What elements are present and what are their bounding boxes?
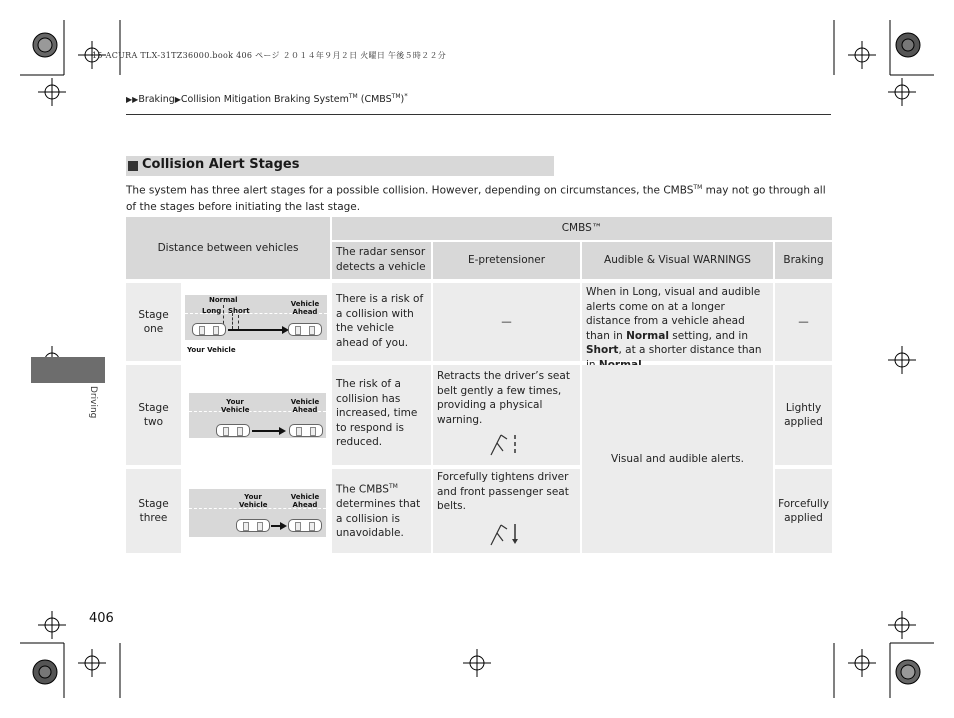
trademark: TM bbox=[693, 184, 703, 191]
print-info-line: 15 ACURA TLX-31TZ36000.book 406 ページ ２０１４年９月２日 火曜日 午後５時２２分 bbox=[92, 51, 447, 60]
stage-one-radar: There is a risk of a collision with the vehicle ahead of you. bbox=[332, 283, 431, 361]
warnings-merged: Visual and audible alerts. bbox=[582, 365, 773, 553]
breadcrumb-end: ) bbox=[400, 94, 405, 106]
chapter-tab-label: Driving bbox=[88, 386, 98, 419]
arrow-icon bbox=[279, 427, 286, 435]
radar-text-cont: determines that a collision is unavoidable. bbox=[336, 498, 421, 539]
your-vehicle-icon bbox=[216, 424, 250, 437]
trademark: TM bbox=[348, 93, 358, 100]
label-your-vehicle: Your Vehicle bbox=[239, 493, 268, 509]
breadcrumb-arrow-icon: ▶▶ bbox=[126, 95, 139, 105]
breadcrumb-suffix: (CMBS bbox=[357, 94, 392, 106]
your-vehicle-icon bbox=[192, 323, 226, 336]
stage-one-pretensioner: — bbox=[433, 283, 580, 361]
col-warnings: Audible & Visual WARNINGS bbox=[582, 242, 773, 279]
warning-text: setting, and in bbox=[668, 329, 748, 342]
stage-three-braking: Forcefully applied bbox=[775, 469, 832, 553]
trademark: TM bbox=[391, 93, 401, 100]
label-vehicle-ahead: Vehicle Ahead bbox=[290, 300, 320, 316]
vehicle-ahead-icon bbox=[288, 519, 322, 532]
stage-two-pretensioner bbox=[433, 365, 580, 465]
arrow-icon bbox=[280, 522, 287, 530]
section-header bbox=[126, 156, 554, 176]
stage-three-pretensioner bbox=[433, 469, 580, 553]
distance-marker bbox=[238, 315, 239, 329]
stage-two-radar: The risk of a collision has increased, time to respond is reduced. bbox=[332, 365, 431, 465]
intro-text: The system has three alert stages for a possible collision. However, depending on circumstances, the CMBS bbox=[126, 184, 694, 197]
your-vehicle-icon bbox=[236, 519, 270, 532]
breadcrumb-arrow-icon: ▶ bbox=[174, 95, 181, 105]
breadcrumb bbox=[126, 92, 408, 105]
page-number: 406 bbox=[89, 611, 114, 626]
intro-paragraph bbox=[126, 180, 834, 215]
warning-text: When in Long, visual and audible alerts come on at a longer distance from a vehicle ahead than in bbox=[586, 286, 761, 342]
stage-two-figure-cell bbox=[182, 365, 330, 465]
radar-text: The CMBS bbox=[336, 483, 389, 496]
stage-one-warnings bbox=[582, 283, 773, 361]
col-braking: Braking bbox=[775, 242, 832, 279]
approach-arrow bbox=[252, 430, 280, 432]
label-vehicle-ahead: Vehicle Ahead bbox=[290, 398, 320, 414]
vehicle-ahead-icon bbox=[289, 424, 323, 437]
section-square-icon bbox=[128, 161, 138, 171]
warning-text: , at a shorter distance than bbox=[618, 344, 762, 356]
asterisk: * bbox=[404, 92, 408, 100]
stage-one-figure-cell bbox=[182, 283, 330, 361]
header-distance: Distance between vehicles bbox=[126, 217, 330, 279]
header-cmbs: CMBS™ bbox=[332, 217, 832, 240]
stage-three-label: Stage three bbox=[126, 469, 181, 553]
stage-three-radar bbox=[332, 469, 431, 553]
label-normal: Normal bbox=[209, 296, 238, 304]
stage-two-label: Stage two bbox=[126, 365, 181, 465]
stage-one-label: Stage one bbox=[126, 283, 181, 361]
col-radar: The radar sensor detects a vehicle bbox=[332, 242, 431, 279]
header-rule bbox=[126, 114, 831, 115]
breadcrumb-item-braking[interactable]: Braking bbox=[138, 94, 175, 106]
intro-text-cont: may not go through all of the stages before initiating the last stage. bbox=[126, 184, 826, 213]
pretensioner-text: Retracts the driver’s seat belt gently a few times, providing a physical warning. bbox=[437, 370, 570, 426]
seatbelt-force-icon bbox=[485, 521, 525, 549]
seatbelt-gentle-icon bbox=[485, 431, 525, 459]
chapter-tab[interactable] bbox=[31, 357, 105, 383]
stage-one-braking: — bbox=[775, 283, 832, 361]
col-pretensioner: E-pretensioner bbox=[433, 242, 580, 279]
label-long: Long bbox=[202, 307, 222, 315]
breadcrumb-item-cmbs[interactable]: Collision Mitigation Braking System bbox=[180, 94, 349, 106]
label-short: Short bbox=[228, 307, 250, 315]
warning-bold: Short bbox=[586, 344, 619, 356]
distance-marker bbox=[232, 313, 233, 329]
section-title: Collision Alert Stages bbox=[142, 157, 300, 172]
label-your-vehicle: Your Vehicle bbox=[221, 398, 250, 414]
pretensioner-text: Forcefully tightens driver and front passenger seat belts. bbox=[437, 471, 569, 512]
label-your-vehicle: Your Vehicle bbox=[187, 346, 236, 354]
warning-bold: Normal bbox=[626, 329, 669, 342]
stage-two-braking: Lightly applied bbox=[775, 365, 832, 465]
label-vehicle-ahead: Vehicle Ahead bbox=[290, 493, 320, 509]
vehicle-ahead-icon bbox=[288, 323, 322, 336]
trademark: TM bbox=[388, 483, 398, 490]
approach-arrow bbox=[228, 329, 284, 331]
stage-three-figure-cell bbox=[182, 469, 330, 553]
